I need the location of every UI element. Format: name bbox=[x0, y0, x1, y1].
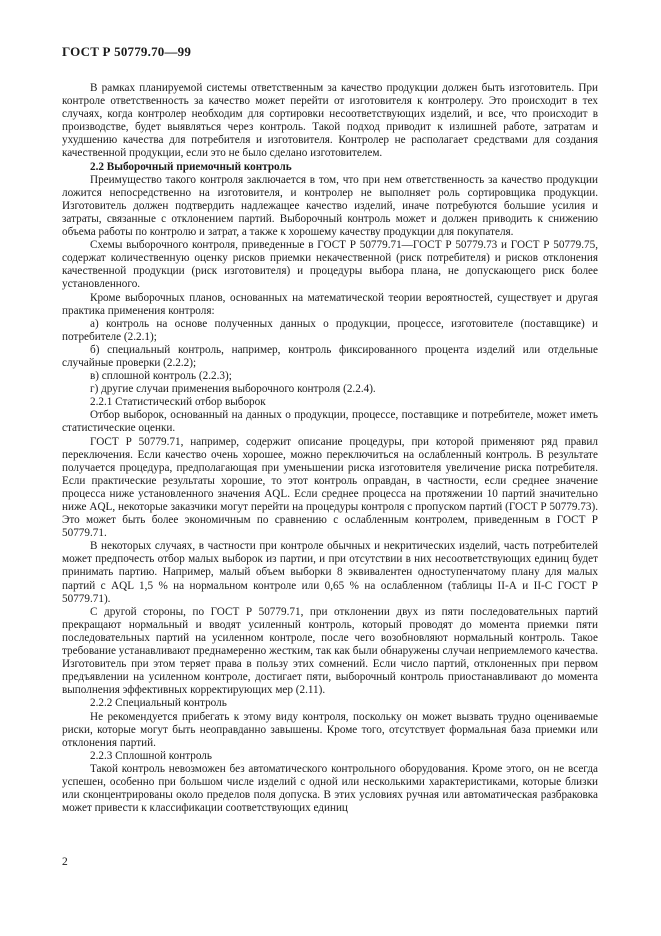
list-item-d: г) другие случаи применения выборочного контроля (2.2.4). bbox=[90, 383, 376, 396]
paragraph-small-samples: В некоторых случаях, в частности при контроле обычных и некритических изделий, часть потребителей может предпочесть отбор малых выборок из партии, и при отсутствии в них несоответствующих единиц будет принимать партию. Например, малый объем выборки 8 эквивалентен одноступенчатому плану для малых партий с AQL 1,5 % на нормальном контроле или 0,65 % на ослабленном (таблицы II-А и II-С ГОСТ Р 50779.71). bbox=[62, 540, 598, 605]
paragraph-special-control: Не рекомендуется прибегать к этому виду контроля, поскольку он может вызвать трудно оцениваемые риски, которые могут быть неоправданно завышены. Кроме того, отсутствует формальная база приемки или отклонения партий. bbox=[62, 710, 598, 749]
section-heading-2-2: 2.2 Выборочный приемочный контроль bbox=[90, 160, 292, 173]
paragraph-switching-rules: ГОСТ Р 50779.71, например, содержит описание процедуры, при которой применяют ряд правил переключения. Если качество очень хорошее, можно переключиться на ослабленный контроль. В результате получается процедура, предполагающая при уменьшении риска изготовителя увеличение риска потребителя. Если практические результаты хорошие, то этот контроль оправдан, в частности, если среднее значение процесса ниже установленного значения AQL. Если среднее процесса на протяжении 10 партий значительно ниже AQL, некоторые заказчики могут перейти на процедуры контроля с пропуском партий (ГОСТ Р 50779.73). Это может быть более экономичным по сравнению с ослабленным контролем, приведенным в ГОСТ Р 50779.71. bbox=[62, 435, 598, 540]
section-heading-2-2-2: 2.2.2 Специальный контроль bbox=[90, 697, 227, 710]
list-item-a: а) контроль на основе полученных данных о продукции, процессе, изготовителе (поставщике) и потребителе (2.2.1); bbox=[62, 317, 598, 343]
paragraph-other-practice: Кроме выборочных планов, основанных на математической теории вероятностей, существует и другая практика применения контроля: bbox=[62, 291, 598, 317]
paragraph-sampling-schemes: Схемы выборочного контроля, приведенные в ГОСТ Р 50779.71—ГОСТ Р 50779.73 и ГОСТ Р 50779.75, содержат количественную оценку рисков приемки некачественной (риск потребителя) и рисков отклонения качественной продукции (риск изготовителя) и процедуры выбора плана, не допускающего риск более установленного. bbox=[62, 239, 598, 291]
paragraph-statistical-sampling: Отбор выборок, основанный на данных о продукции, процессе, поставщике и потребителе, может иметь статистические оценки. bbox=[62, 409, 598, 435]
list-item-c: в) сплошной контроль (2.2.3); bbox=[90, 370, 232, 383]
document-page bbox=[62, 44, 598, 815]
section-heading-2-2-1: 2.2.1 Статистический отбор выборок bbox=[90, 396, 266, 409]
document-code-header: ГОСТ Р 50779.70—99 bbox=[62, 44, 192, 59]
section-heading-2-2-3: 2.2.3 Сплошной контроль bbox=[90, 749, 212, 762]
page-number: 2 bbox=[62, 856, 68, 868]
paragraph-responsibility: В рамках планируемой системы ответственным за качество продукции должен быть изготовитель. При контроле ответственность за качество может перейти от изготовителя к контролеру. Это происходит в тех случаях, когда контролер необходим для сортировки несоответствующих изделий, и все, что происходит в производстве, будет выявляться через контроль. Такой подход приводит к излишней работе, затратам и ухудшению качества для потребителя и изготовителя. Контролер не располагает средствами для создания качественной продукции, если это не было сделано изготовителем. bbox=[62, 82, 598, 160]
paragraph-full-control: Такой контроль невозможен без автоматического контрольного оборудования. Кроме этого, он не всегда успешен, особенно при большом числе изделий с одной или несколькими характеристиками, которые близки или сконцентрированы около пределов поля допуска. В этих условиях ручная или автоматическая разбраковка может привести к классификации соответствующих единиц bbox=[62, 762, 598, 815]
list-item-b: б) специальный контроль, например, контроль фиксированного процента изделий или отдельные случайные проверки (2.2.2); bbox=[62, 343, 598, 369]
paragraph-advantage: Преимущество такого контроля заключается в том, что при нем ответственность за качество продукции ложится непосредственно на изготовителя, и контролер не выполняет роль сортировщика продукции. Изготовитель должен подтвердить надлежащее качество изделий, иначе потребуются большие усилия и затраты, связанные с отклонением партий. Выборочный контроль может и должен приводить к снижению объема работы по контролю и затрат, а также к хорошему качеству продукции для покупателя. bbox=[62, 173, 598, 239]
paragraph-tightened-inspection: С другой стороны, по ГОСТ Р 50779.71, при отклонении двух из пяти последовательных партий прекращают нормальный и вводят усиленный контроль, который проводят до момента приемки пяти последовательных партий на усиленном контроле, после чего возобновляют нормальный контроль. Такое требование устанавливают преднамеренно жестким, так как были обнаружены случаи неприемлемого качества. Изготовитель при этом теряет права в пользу этих сомнений. Если число партий, отклоненных при первом предъявлении на усиленном контроле, достигает пяти, выборочный контроль приостанавливают до момента выполнения эффективных корректирующих мер (2.11). bbox=[62, 605, 598, 697]
